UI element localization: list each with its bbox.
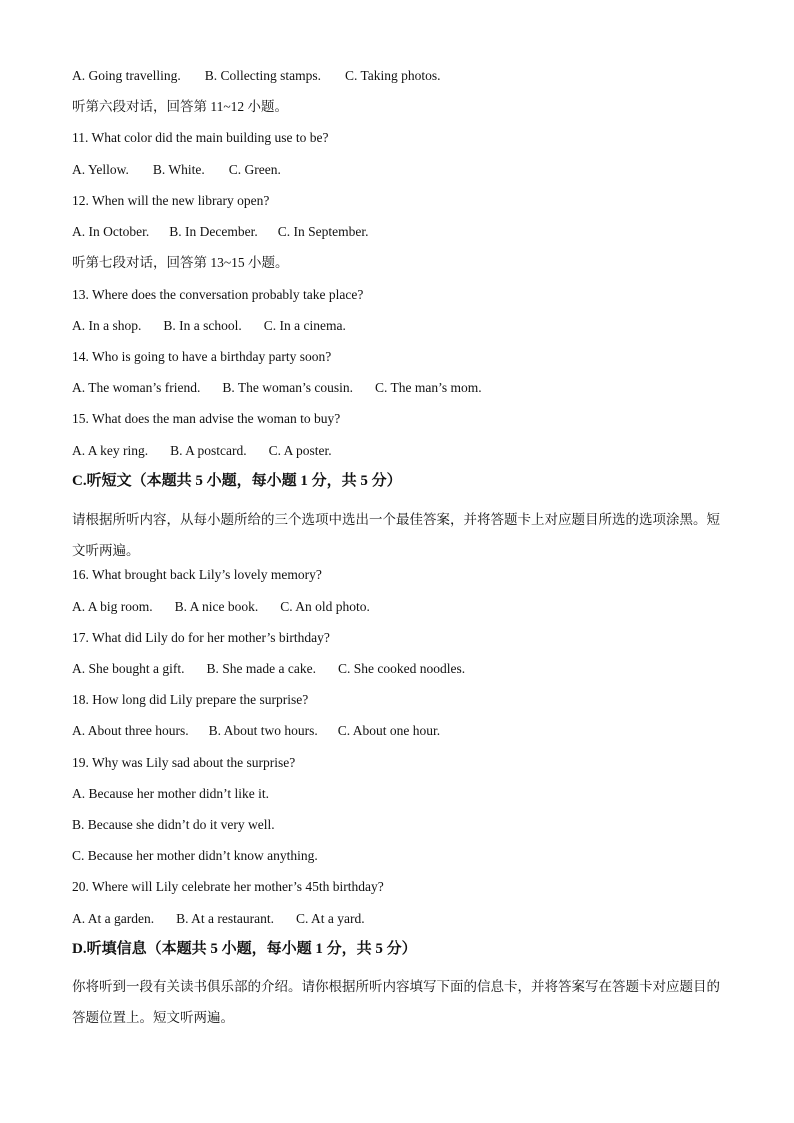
section-instruction: 请根据所听内容，从每小题所给的三个选项中选出一个最佳答案，并将答题卡上对应题目所选的选项涂黑。短文听两遍。 (72, 512, 720, 558)
question-19: 19. Why was Lily sad about the surprise? (72, 755, 296, 770)
option-a: A. A key ring. (72, 443, 149, 458)
option-b: B. At a restaurant. (176, 911, 274, 926)
option-row (72, 317, 346, 335)
option-c: C. Green. (228, 162, 281, 177)
option-a: A. A big room. (72, 599, 153, 614)
question-18: 18. How long did Lily prepare the surprise? (72, 692, 309, 707)
option-b: B. In December. (169, 224, 258, 239)
option-a: A. About three hours. (72, 723, 189, 738)
option-c: C. About one hour. (337, 723, 441, 738)
option-b: B. The woman’s cousin. (222, 380, 353, 395)
option-a: A. The woman’s friend. (72, 380, 201, 395)
option-row (72, 223, 368, 241)
section-heading-d: D.听填信息（本题共 5 小题，每小题 1 分，共 5 分） (72, 941, 417, 957)
option-c: C. She cooked noodles. (337, 661, 466, 676)
option-a: A. At a garden. (72, 911, 155, 926)
section-instruction: 听第六段对话，回答第 11~12 小题。 (72, 99, 289, 114)
option-row (72, 161, 281, 179)
option-row (72, 660, 465, 678)
option-c: C. In September. (277, 224, 369, 239)
option-b: B. About two hours. (208, 723, 318, 738)
option-c: C. A poster. (268, 443, 332, 458)
option-c: C. The man’s mom. (374, 380, 482, 395)
question-14: 14. Who is going to have a birthday party soon? (72, 349, 332, 364)
section-instruction: 听第七段对话，回答第 13~15 小题。 (72, 255, 289, 270)
section-instruction: 你将听到一段有关读书俱乐部的介绍。请你根据所听内容填写下面的信息卡，并将答案写在答题卡对应题目的答题位置上。短文听两遍。 (72, 979, 720, 1025)
option-b: B. She made a cake. (206, 661, 316, 676)
option-b: B. White. (152, 162, 205, 177)
question-20: 20. Where will Lily celebrate her mother’s 45th birthday? (72, 879, 384, 894)
option-b: B. A nice book. (174, 599, 259, 614)
question-13: 13. Where does the conversation probably take place? (72, 287, 364, 302)
option-c: C. At a yard. (295, 911, 365, 926)
option-b: B. Collecting stamps. (204, 68, 321, 83)
option-a: A. She bought a gift. (72, 661, 185, 676)
option-row (72, 379, 482, 397)
option-b: B. Because she didn’t do it very well. (72, 817, 275, 832)
option-a: A. Because her mother didn’t like it. (72, 786, 269, 801)
option-row (72, 598, 370, 616)
option-c: C. Taking photos. (344, 68, 441, 83)
option-c: C. An old photo. (280, 599, 370, 614)
question-17: 17. What did Lily do for her mother’s birthday? (72, 630, 330, 645)
option-b: B. In a school. (163, 318, 242, 333)
question-11: 11. What color did the main building use to be? (72, 130, 329, 145)
option-row (72, 67, 441, 85)
option-b: B. A postcard. (170, 443, 247, 458)
option-a: A. Yellow. (72, 162, 129, 177)
option-c: C. In a cinema. (263, 318, 346, 333)
option-a: A. In a shop. (72, 318, 142, 333)
question-16: 16. What brought back Lily’s lovely memory? (72, 567, 322, 582)
option-a: A. Going travelling. (72, 68, 181, 83)
question-15: 15. What does the man advise the woman to buy? (72, 411, 341, 426)
option-row (72, 442, 332, 460)
option-a: A. In October. (72, 224, 150, 239)
question-12: 12. When will the new library open? (72, 193, 270, 208)
section-heading-c: C.听短文（本题共 5 小题，每小题 1 分，共 5 分） (72, 473, 402, 489)
option-c: C. Because her mother didn’t know anything. (72, 848, 318, 863)
option-row (72, 910, 365, 928)
option-row (72, 722, 440, 740)
